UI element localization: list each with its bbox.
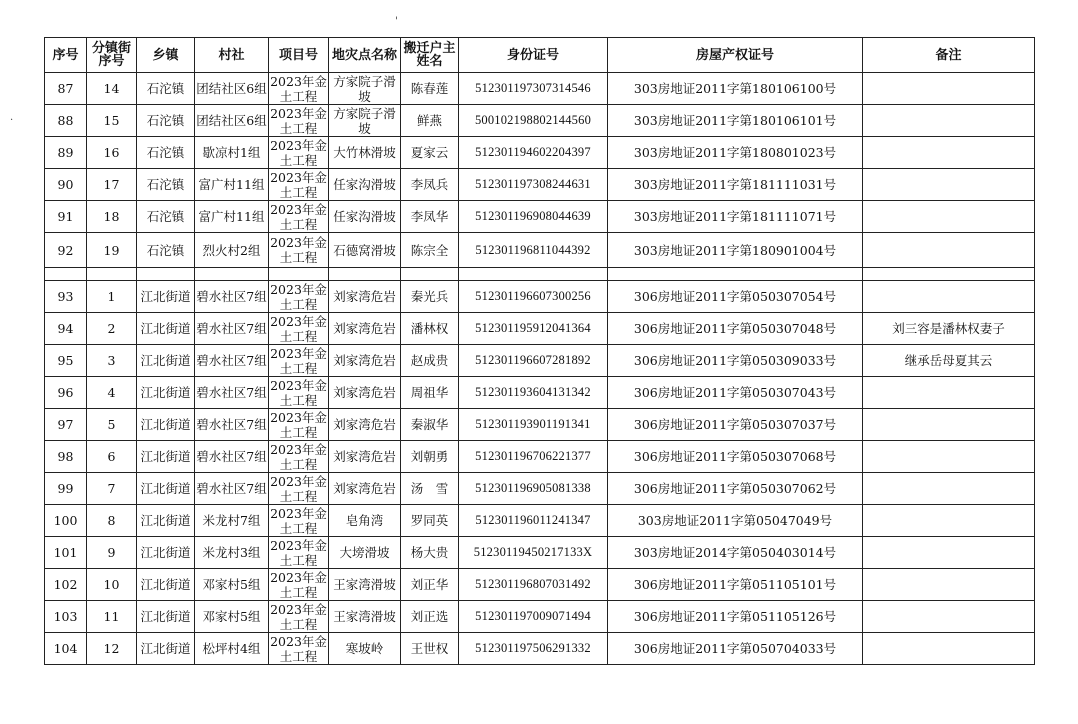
cell-project: 2023年金土工程 — [270, 505, 327, 536]
cell-town-seq: 11 — [87, 601, 137, 633]
cell-site: 刘家湾危岩 — [329, 409, 401, 441]
cell-cert: 306房地证2011字第051105101号 — [608, 569, 863, 601]
cell-village: 碧水社区7组 — [195, 377, 269, 409]
cell-seq: 98 — [45, 441, 87, 473]
cell-seq: 102 — [45, 569, 87, 601]
cell-town-seq: 1 — [87, 281, 137, 313]
cell-cert: 306房地证2011字第050307043号 — [608, 377, 863, 409]
spacer-cell — [329, 268, 401, 281]
cell-seq: 89 — [45, 137, 87, 169]
cell-project: 2023年金土工程 — [270, 377, 327, 408]
cell-householder: 杨大贵 — [401, 537, 459, 569]
scan-mark-dot: . — [10, 112, 14, 123]
cell-project: 2023年金土工程 — [270, 345, 327, 376]
spacer-cell — [87, 268, 137, 281]
cell-note — [863, 601, 1035, 633]
cell-note: 继承岳母夏其云 — [863, 345, 1035, 377]
cell-village: 团结社区6组 — [195, 73, 269, 105]
cell-id-number: 512301196706221377 — [459, 441, 608, 473]
cell-village: 碧水社区7组 — [195, 345, 269, 377]
cell-site: 皂角湾 — [329, 505, 401, 537]
table-row — [45, 569, 1035, 601]
cell-id-number: 512301194602204397 — [459, 137, 608, 169]
header-householder: 搬迁户主姓名 — [401, 38, 459, 73]
cell-township: 江北街道 — [137, 537, 195, 569]
cell-householder: 刘正选 — [401, 601, 459, 633]
cell-note — [863, 409, 1035, 441]
cell-township: 石沱镇 — [137, 137, 195, 169]
cell-village: 碧水社区7组 — [195, 409, 269, 441]
cell-householder: 刘朝勇 — [401, 441, 459, 473]
spacer-cell — [459, 268, 608, 281]
cell-note — [863, 105, 1035, 137]
cell-cert: 303房地证2011字第180106101号 — [608, 105, 863, 137]
cell-householder: 秦淑华 — [401, 409, 459, 441]
cell-township: 石沱镇 — [137, 73, 195, 105]
cell-village: 碧水社区7组 — [195, 313, 269, 345]
cell-town-seq: 12 — [87, 633, 137, 665]
cell-town-seq: 17 — [87, 169, 137, 201]
cell-note: 刘三容是潘林权妻子 — [863, 313, 1035, 345]
spacer-cell — [195, 268, 269, 281]
table-row — [45, 201, 1035, 233]
spacer-cell — [269, 268, 329, 281]
cell-cert: 306房地证2011字第050307054号 — [608, 281, 863, 313]
table-row — [45, 345, 1035, 377]
cell-site: 方家院子滑坡 — [329, 73, 401, 105]
cell-site: 寒坡岭 — [329, 633, 401, 665]
cell-householder: 王世权 — [401, 633, 459, 665]
cell-site: 刘家湾危岩 — [329, 313, 401, 345]
cell-village: 烈火村2组 — [195, 233, 269, 268]
cell-town-seq: 5 — [87, 409, 137, 441]
cell-project: 2023年金土工程 — [270, 601, 327, 632]
cell-village: 富广村11组 — [195, 201, 269, 233]
cell-id-number: 512301193604131342 — [459, 377, 608, 409]
cell-cert: 306房地证2011字第050307037号 — [608, 409, 863, 441]
cell-householder: 秦光兵 — [401, 281, 459, 313]
cell-seq: 94 — [45, 313, 87, 345]
cell-village: 米龙村7组 — [195, 505, 269, 537]
cell-township: 江北街道 — [137, 281, 195, 313]
cell-village: 团结社区6组 — [195, 105, 269, 137]
cell-project: 2023年金土工程 — [270, 537, 327, 568]
cell-project: 2023年金土工程 — [270, 137, 327, 168]
cell-householder: 陈宗全 — [401, 233, 459, 268]
cell-id-number: 512301195912041364 — [459, 313, 608, 345]
cell-site: 刘家湾危岩 — [329, 441, 401, 473]
cell-site: 大塝滑坡 — [329, 537, 401, 569]
relocation-table — [44, 37, 1035, 665]
cell-site: 刘家湾危岩 — [329, 473, 401, 505]
cell-householder: 李凤华 — [401, 201, 459, 233]
cell-town-seq: 18 — [87, 201, 137, 233]
table-row — [45, 409, 1035, 441]
cell-householder: 夏家云 — [401, 137, 459, 169]
cell-site: 石德窝滑坡 — [329, 233, 401, 268]
cell-householder: 汤 雪 — [401, 473, 459, 505]
cell-id-number: 512301196011241347 — [459, 505, 608, 537]
cell-id-number: 512301196908044639 — [459, 201, 608, 233]
header-note: 备注 — [863, 38, 1035, 73]
cell-id-number: 512301196905081338 — [459, 473, 608, 505]
cell-site: 任家沟滑坡 — [329, 201, 401, 233]
table-row — [45, 105, 1035, 137]
cell-town-seq: 16 — [87, 137, 137, 169]
cell-township: 江北街道 — [137, 569, 195, 601]
cell-town-seq: 19 — [87, 233, 137, 268]
cell-town-seq: 9 — [87, 537, 137, 569]
cell-cert: 306房地证2011字第050309033号 — [608, 345, 863, 377]
cell-seq: 95 — [45, 345, 87, 377]
cell-town-seq: 10 — [87, 569, 137, 601]
cell-township: 石沱镇 — [137, 201, 195, 233]
cell-cert: 303房地证2011字第180801023号 — [608, 137, 863, 169]
cell-township: 江北街道 — [137, 633, 195, 665]
cell-township: 江北街道 — [137, 601, 195, 633]
cell-seq: 103 — [45, 601, 87, 633]
cell-note — [863, 537, 1035, 569]
cell-township: 石沱镇 — [137, 105, 195, 137]
cell-note — [863, 377, 1035, 409]
cell-seq: 90 — [45, 169, 87, 201]
cell-householder: 赵成贵 — [401, 345, 459, 377]
cell-township: 江北街道 — [137, 377, 195, 409]
cell-householder: 罗同英 — [401, 505, 459, 537]
cell-id-number: 512301196607281892 — [459, 345, 608, 377]
spacer-cell — [608, 268, 863, 281]
cell-village: 松坪村4组 — [195, 633, 269, 665]
cell-project: 2023年金土工程 — [270, 281, 327, 312]
cell-householder: 李凤兵 — [401, 169, 459, 201]
scan-mark-tick: ' — [395, 16, 398, 27]
cell-town-seq: 4 — [87, 377, 137, 409]
cell-project: 2023年金土工程 — [270, 409, 327, 440]
cell-id-number: 512301196607300256 — [459, 281, 608, 313]
table-row — [45, 73, 1035, 105]
table-row — [45, 601, 1035, 633]
cell-village: 碧水社区7组 — [195, 441, 269, 473]
cell-note — [863, 473, 1035, 505]
cell-project: 2023年金土工程 — [270, 201, 327, 232]
cell-project: 2023年金土工程 — [269, 233, 329, 268]
cell-seq: 99 — [45, 473, 87, 505]
cell-id-number: 512301197009071494 — [459, 601, 608, 633]
cell-note — [863, 505, 1035, 537]
cell-project: 2023年金土工程 — [270, 105, 327, 136]
cell-cert: 303房地证2011字第05047049号 — [608, 505, 863, 537]
header-village: 村社 — [195, 38, 269, 73]
cell-township: 江北街道 — [137, 505, 195, 537]
cell-village: 富广村11组 — [195, 169, 269, 201]
cell-id-number: 512301196807031492 — [459, 569, 608, 601]
cell-householder: 刘正华 — [401, 569, 459, 601]
spacer-row — [45, 268, 1035, 281]
cell-note — [863, 633, 1035, 665]
cell-project: 2023年金土工程 — [270, 313, 327, 344]
cell-cert: 303房地证2011字第180106100号 — [608, 73, 863, 105]
cell-project: 2023年金土工程 — [270, 441, 327, 472]
cell-village: 邓家村5组 — [195, 569, 269, 601]
table-row — [45, 377, 1035, 409]
cell-site: 刘家湾危岩 — [329, 377, 401, 409]
cell-note — [863, 169, 1035, 201]
cell-town-seq: 3 — [87, 345, 137, 377]
cell-township: 江北街道 — [137, 313, 195, 345]
cell-village: 米龙村3组 — [195, 537, 269, 569]
cell-householder: 鲜燕 — [401, 105, 459, 137]
cell-id-number: 512301196811044392 — [459, 233, 608, 268]
cell-township: 江北街道 — [137, 473, 195, 505]
cell-town-seq: 7 — [87, 473, 137, 505]
cell-householder: 周祖华 — [401, 377, 459, 409]
table-row — [45, 537, 1035, 569]
cell-town-seq: 2 — [87, 313, 137, 345]
table-row — [45, 441, 1035, 473]
cell-town-seq: 14 — [87, 73, 137, 105]
cell-id-number: 512301193901191341 — [459, 409, 608, 441]
cell-village: 邓家村5组 — [195, 601, 269, 633]
cell-project: 2023年金土工程 — [270, 169, 327, 200]
header-id-number: 身份证号 — [459, 38, 608, 73]
table-row — [45, 505, 1035, 537]
cell-site: 任家沟滑坡 — [329, 169, 401, 201]
cell-id-number: 512301197307314546 — [459, 73, 608, 105]
cell-cert: 306房地证2011字第051105126号 — [608, 601, 863, 633]
cell-township: 石沱镇 — [137, 233, 195, 268]
cell-project: 2023年金土工程 — [270, 569, 327, 600]
cell-seq: 97 — [45, 409, 87, 441]
cell-id-number: 500102198802144560 — [459, 105, 608, 137]
header-project: 项目号 — [269, 38, 329, 73]
cell-seq: 100 — [45, 505, 87, 537]
cell-township: 石沱镇 — [137, 169, 195, 201]
cell-note — [863, 441, 1035, 473]
cell-id-number: 51230119450217133X — [459, 537, 608, 569]
cell-seq: 91 — [45, 201, 87, 233]
table-row — [45, 137, 1035, 169]
cell-township: 江北街道 — [137, 409, 195, 441]
cell-cert: 306房地证2011字第050307062号 — [608, 473, 863, 505]
cell-site: 王家湾滑坡 — [329, 601, 401, 633]
cell-town-seq: 15 — [87, 105, 137, 137]
table-row — [45, 313, 1035, 345]
cell-cert: 306房地证2011字第050704033号 — [608, 633, 863, 665]
table-row — [45, 633, 1035, 665]
table-row — [45, 281, 1035, 313]
cell-project: 2023年金土工程 — [270, 73, 327, 104]
cell-cert: 306房地证2011字第050307068号 — [608, 441, 863, 473]
cell-cert: 303房地证2011字第181111071号 — [608, 201, 863, 233]
cell-site: 刘家湾危岩 — [329, 281, 401, 313]
cell-note — [863, 201, 1035, 233]
cell-town-seq: 6 — [87, 441, 137, 473]
cell-cert: 303房地证2014字第050403014号 — [608, 537, 863, 569]
cell-village: 碧水社区7组 — [195, 473, 269, 505]
cell-seq: 87 — [45, 73, 87, 105]
table-row — [45, 169, 1035, 201]
header-site: 地灾点名称 — [329, 38, 401, 73]
cell-township: 江北街道 — [137, 441, 195, 473]
spacer-cell — [45, 268, 87, 281]
cell-seq: 101 — [45, 537, 87, 569]
cell-cert: 306房地证2011字第050307048号 — [608, 313, 863, 345]
cell-site: 王家湾滑坡 — [329, 569, 401, 601]
spacer-cell — [863, 268, 1035, 281]
cell-note — [863, 233, 1035, 268]
cell-note — [863, 569, 1035, 601]
cell-township: 江北街道 — [137, 345, 195, 377]
spacer-cell — [401, 268, 459, 281]
header-cert: 房屋产权证号 — [608, 38, 863, 73]
header-township: 乡镇 — [137, 38, 195, 73]
header-row — [45, 38, 1035, 73]
cell-site: 刘家湾危岩 — [329, 345, 401, 377]
cell-householder: 陈春莲 — [401, 73, 459, 105]
cell-note — [863, 73, 1035, 105]
spacer-cell — [137, 268, 195, 281]
cell-cert: 303房地证2011字第181111031号 — [608, 169, 863, 201]
table-row — [45, 473, 1035, 505]
cell-id-number: 512301197308244631 — [459, 169, 608, 201]
header-seq: 序号 — [45, 38, 87, 73]
cell-cert: 303房地证2011字第180901004号 — [608, 233, 863, 268]
cell-seq: 88 — [45, 105, 87, 137]
cell-seq: 96 — [45, 377, 87, 409]
cell-project: 2023年金土工程 — [270, 473, 327, 504]
cell-town-seq: 8 — [87, 505, 137, 537]
cell-site: 大竹林滑坡 — [329, 137, 401, 169]
table-row — [45, 233, 1035, 268]
cell-householder: 潘林权 — [401, 313, 459, 345]
cell-note — [863, 281, 1035, 313]
cell-id-number: 512301197506291332 — [459, 633, 608, 665]
cell-site: 方家院子滑坡 — [329, 105, 401, 137]
cell-project: 2023年金土工程 — [270, 633, 327, 664]
cell-village: 歇凉村1组 — [195, 137, 269, 169]
header-town-seq: 分镇街序号 — [87, 38, 137, 73]
cell-seq: 93 — [45, 281, 87, 313]
cell-seq: 104 — [45, 633, 87, 665]
cell-village: 碧水社区7组 — [195, 281, 269, 313]
cell-note — [863, 137, 1035, 169]
cell-seq: 92 — [45, 233, 87, 268]
